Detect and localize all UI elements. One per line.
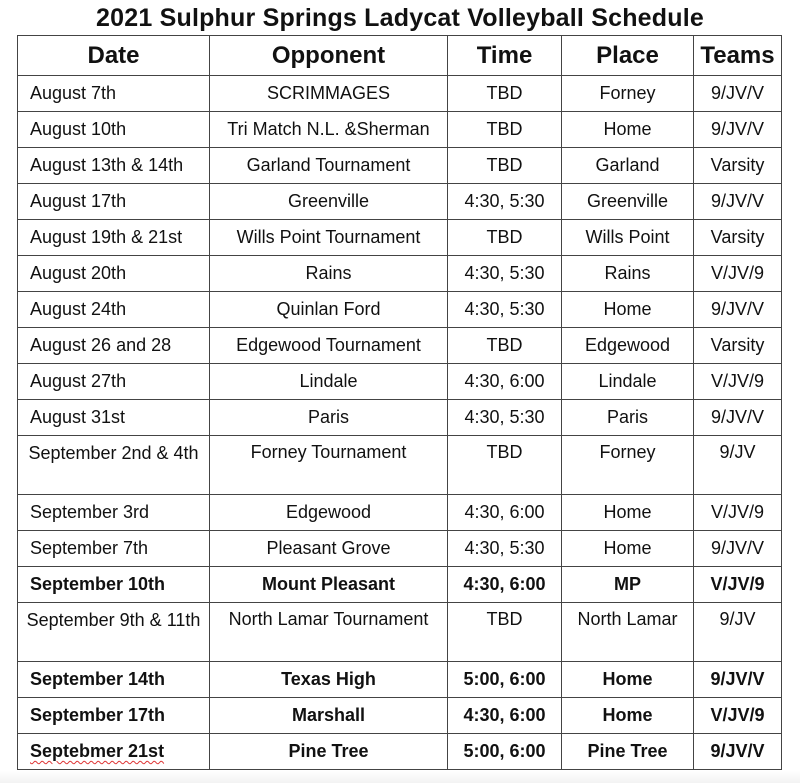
header-date: Date: [18, 36, 210, 76]
cell-teams: 9/JV/V: [694, 112, 782, 148]
cell-place: Wills Point: [562, 220, 694, 256]
cell-opponent: SCRIMMAGES: [210, 76, 448, 112]
cell-teams: 9/JV/V: [694, 292, 782, 328]
cell-date: September 2nd & 4th: [18, 436, 210, 495]
cell-date: August 13th & 14th: [18, 148, 210, 184]
cell-time: 4:30, 5:30: [448, 184, 562, 220]
cell-date: August 7th: [18, 76, 210, 112]
cell-place: Greenville: [562, 184, 694, 220]
cell-time: TBD: [448, 603, 562, 662]
cell-teams: Varsity: [694, 148, 782, 184]
cell-teams: Varsity: [694, 328, 782, 364]
cell-place: Forney: [562, 436, 694, 495]
cell-time: 4:30, 5:30: [448, 292, 562, 328]
table-row: [18, 76, 782, 112]
cell-date: August 26 and 28: [18, 328, 210, 364]
table-row: [18, 112, 782, 148]
table-row: [18, 400, 782, 436]
cell-opponent: Texas High: [210, 662, 448, 698]
cell-time: 4:30, 6:00: [448, 495, 562, 531]
cell-opponent: North Lamar Tournament: [210, 603, 448, 662]
cell-time: TBD: [448, 112, 562, 148]
cell-place: Home: [562, 112, 694, 148]
cell-teams: 9/JV: [694, 603, 782, 662]
header-row: [18, 36, 782, 76]
cell-opponent: Rains: [210, 256, 448, 292]
cell-opponent: Marshall: [210, 698, 448, 734]
cell-place: Home: [562, 531, 694, 567]
cell-teams: V/JV/9: [694, 364, 782, 400]
table-row: [18, 364, 782, 400]
cell-teams: 9/JV/V: [694, 400, 782, 436]
cell-teams: V/JV/9: [694, 256, 782, 292]
cell-place: Rains: [562, 256, 694, 292]
cell-date: August 27th: [18, 364, 210, 400]
cell-time: TBD: [448, 220, 562, 256]
cell-place: Lindale: [562, 364, 694, 400]
cell-place: MP: [562, 567, 694, 603]
table-row: [18, 220, 782, 256]
cell-time: TBD: [448, 328, 562, 364]
cell-opponent: Edgewood: [210, 495, 448, 531]
cell-date: September 10th: [18, 567, 210, 603]
bottom-fade: [0, 771, 800, 783]
cell-place: Garland: [562, 148, 694, 184]
cell-teams: 9/JV/V: [694, 531, 782, 567]
cell-opponent: Garland Tournament: [210, 148, 448, 184]
cell-date: [18, 734, 210, 770]
cell-date: August 31st: [18, 400, 210, 436]
cell-opponent: Pleasant Grove: [210, 531, 448, 567]
cell-teams: 9/JV/V: [694, 184, 782, 220]
cell-place: Home: [562, 292, 694, 328]
cell-opponent: Mount Pleasant: [210, 567, 448, 603]
cell-time: 4:30, 6:00: [448, 364, 562, 400]
schedule-table: [17, 35, 782, 770]
cell-place: North Lamar: [562, 603, 694, 662]
cell-opponent: Edgewood Tournament: [210, 328, 448, 364]
cell-opponent: Pine Tree: [210, 734, 448, 770]
cell-time: 4:30, 5:30: [448, 400, 562, 436]
table-row: [18, 603, 782, 662]
table-row: [18, 436, 782, 495]
cell-time: TBD: [448, 148, 562, 184]
table-row: [18, 328, 782, 364]
table-row: [18, 148, 782, 184]
cell-teams: 9/JV/V: [694, 662, 782, 698]
table-row: [18, 495, 782, 531]
header-teams: Teams: [694, 36, 782, 76]
cell-teams: V/JV/9: [694, 567, 782, 603]
cell-time: 4:30, 5:30: [448, 256, 562, 292]
cell-time: 4:30, 5:30: [448, 531, 562, 567]
cell-place: Pine Tree: [562, 734, 694, 770]
cell-place: Home: [562, 698, 694, 734]
table-row: [18, 531, 782, 567]
cell-teams: V/JV/9: [694, 698, 782, 734]
cell-teams: 9/JV: [694, 436, 782, 495]
cell-opponent: Greenville: [210, 184, 448, 220]
cell-time: TBD: [448, 76, 562, 112]
cell-time: TBD: [448, 436, 562, 495]
cell-date: September 14th: [18, 662, 210, 698]
cell-date: September 7th: [18, 531, 210, 567]
cell-date: September 17th: [18, 698, 210, 734]
cell-place: Edgewood: [562, 328, 694, 364]
cell-opponent: Quinlan Ford: [210, 292, 448, 328]
table-row: [18, 567, 782, 603]
cell-place: Home: [562, 495, 694, 531]
page-title: 2021 Sulphur Springs Ladycat Volleyball Schedule: [96, 4, 704, 32]
cell-opponent: Forney Tournament: [210, 436, 448, 495]
cell-date: September 3rd: [18, 495, 210, 531]
misspelled-date-text: Septebmer 21st: [30, 741, 165, 761]
table-row: [18, 698, 782, 734]
cell-teams: Varsity: [694, 220, 782, 256]
cell-place: Forney: [562, 76, 694, 112]
table-row: [18, 662, 782, 698]
cell-date: August 20th: [18, 256, 210, 292]
cell-date: September 9th & 11th: [18, 603, 210, 662]
cell-date: August 10th: [18, 112, 210, 148]
header-time: Time: [448, 36, 562, 76]
cell-opponent: Wills Point Tournament: [210, 220, 448, 256]
cell-teams: 9/JV/V: [694, 734, 782, 770]
cell-teams: V/JV/9: [694, 495, 782, 531]
cell-place: Home: [562, 662, 694, 698]
table-row: [18, 184, 782, 220]
header-opponent: Opponent: [210, 36, 448, 76]
table-row: [18, 734, 782, 770]
cell-opponent: Paris: [210, 400, 448, 436]
cell-date: August 19th & 21st: [18, 220, 210, 256]
cell-date: August 17th: [18, 184, 210, 220]
cell-opponent: Tri Match N.L. &Sherman: [210, 112, 448, 148]
header-place: Place: [562, 36, 694, 76]
cell-time: 5:00, 6:00: [448, 734, 562, 770]
cell-date: August 24th: [18, 292, 210, 328]
table-row: [18, 256, 782, 292]
cell-time: 5:00, 6:00: [448, 662, 562, 698]
table-row: [18, 292, 782, 328]
cell-time: 4:30, 6:00: [448, 698, 562, 734]
cell-time: 4:30, 6:00: [448, 567, 562, 603]
cell-place: Paris: [562, 400, 694, 436]
cell-teams: 9/JV/V: [694, 76, 782, 112]
cell-opponent: Lindale: [210, 364, 448, 400]
